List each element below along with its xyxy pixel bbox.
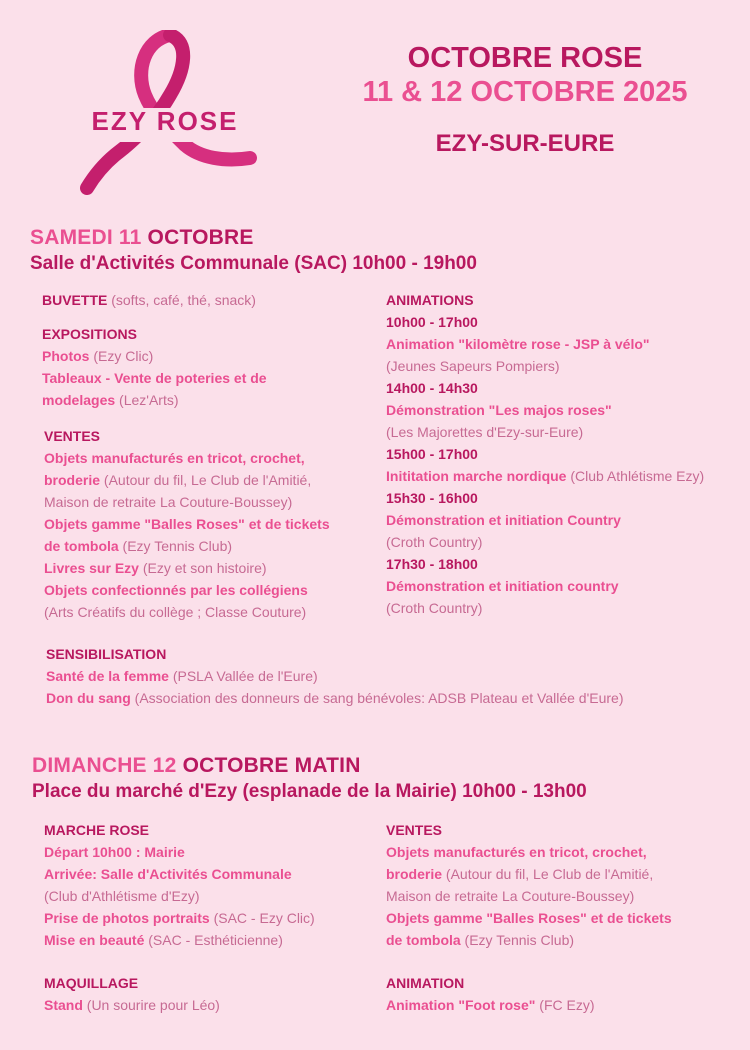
photos-portraits-detail: (SAC - Ezy Clic) [209,910,315,926]
sunday-maquillage [44,972,374,1016]
saturday-title-day: SAMEDI 11 [30,226,142,249]
ventes-livres-detail: (Ezy et son histoire) [138,560,267,576]
maquillage-stand-detail: (Un sourire pour Léo) [82,997,220,1013]
ventes-balles: Objets gamme "Balles Roses" et de tickets [44,516,330,532]
anim-3-time: 15h00 - 17h00 [386,446,478,462]
sunday-ventes-objets-detail-2: Maison de retraite La Couture-Boussey) [386,888,635,904]
sunday-ventes [386,819,746,951]
saturday-venue: Salle d'Activités Communale (SAC) 10h00 - 19h00 [30,253,477,274]
sunday-ventes-broderie: broderie [386,866,443,882]
saturday-animations [386,289,746,619]
ventes-tombola: de tombola [44,538,119,554]
mise-en-beaute-detail: (SAC - Esthéticienne) [144,932,283,948]
expo-modelages: modelages [42,392,116,408]
expo-tableaux-detail: (Lez'Arts) [115,392,179,408]
anim-3-org: (Club Athlétisme Ezy) [566,468,705,484]
anim-1-time: 10h00 - 17h00 [386,314,478,330]
event-dates: 11 & 12 OCTOBRE 2025 [362,76,688,108]
anim-2-title: Démonstration "Les majos roses" [386,402,612,418]
saturday-ventes [44,425,374,623]
sunday-ventes-balles-detail: (Ezy Tennis Club) [460,932,575,948]
expositions-heading: EXPOSITIONS [42,326,137,342]
anim-4-time: 15h30 - 16h00 [386,490,478,506]
sunday-title-month: OCTOBRE MATIN [176,754,361,777]
ventes-balles-detail: (Ezy Tennis Club) [118,538,233,554]
sunday-marche [44,819,374,951]
maquillage-stand: Stand [44,997,83,1013]
ventes-broderie: broderie [44,472,101,488]
sunday-ventes-balles: Objets gamme "Balles Roses" et de tickets [386,910,672,926]
don-du-sang: Don du sang [46,690,131,706]
event-town: EZY-SUR-EURE [435,130,615,157]
buvette-detail: (softs, café, thé, snack) [107,292,256,308]
anim-1-org: (Jeunes Sapeurs Pompiers) [386,358,560,374]
anim-4-org: (Croth Country) [386,534,483,550]
sensibilisation-section [46,643,746,709]
ventes-objets-detail: (Autour du fil, Le Club de l'Amitié, [100,472,312,488]
ventes-objets: Objets manufacturés en tricot, crochet, [44,450,305,466]
anim-2-time: 14h00 - 14h30 [386,380,478,396]
maquillage-heading: MAQUILLAGE [44,975,139,991]
sunday-venue: Place du marché d'Ezy (esplanade de la Mairie) 10h00 - 13h00 [32,781,587,802]
sunday-animation-heading: ANIMATION [386,975,465,991]
sunday-ventes-heading: VENTES [386,822,443,838]
sunday-ventes-objets: Objets manufacturés en tricot, crochet, [386,844,647,860]
buvette-heading: BUVETTE [42,292,108,308]
foot-rose-detail: (FC Ezy) [535,997,595,1013]
sunday-title [32,754,361,778]
ventes-college-detail: (Arts Créatifs du collège ; Classe Couture) [44,604,307,620]
marche-depart: Départ 10h00 : Mairie [44,844,185,860]
sunday-animation [386,972,746,1016]
logo-text: EZY ROSE [91,106,239,136]
saturday-left-column [42,289,372,411]
anim-4-title: Démonstration et initiation Country [386,512,621,528]
photos-portraits: Prise de photos portraits [44,910,210,926]
marche-arrivee-detail: (Club d'Athlétisme d'Ezy) [44,888,200,904]
sante-femme: Santé de la femme [46,668,169,684]
sunday-ventes-tombola: de tombola [386,932,461,948]
ventes-heading: VENTES [44,428,101,444]
expo-photos: Photos [42,348,90,364]
ventes-livres: Livres sur Ezy [44,560,139,576]
ventes-college: Objets confectionnés par les collégiens [44,582,308,598]
anim-2-org: (Les Majorettes d'Ezy-sur-Eure) [386,424,584,440]
expo-photos-detail: (Ezy Clic) [89,348,154,364]
ventes-objets-detail-2: Maison de retraite La Couture-Boussey) [44,494,293,510]
anim-5-time: 17h30 - 18h00 [386,556,478,572]
anim-5-title: Démonstration et initiation country [386,578,619,594]
animations-heading: ANIMATIONS [386,292,474,308]
event-title: OCTOBRE ROSE [407,42,643,74]
sante-femme-detail: (PSLA Vallée de l'Eure) [168,668,318,684]
sensibilisation-heading: SENSIBILISATION [46,646,167,662]
anim-3-title: Inititation marche nordique [386,468,567,484]
expo-tableaux: Tableaux - Vente de poteries et de [42,370,267,386]
foot-rose: Animation "Foot rose" [386,997,536,1013]
marche-arrivee: Arrivée: Salle d'Activités Communale [44,866,292,882]
don-du-sang-detail: (Association des donneurs de sang bénévoles: ADSB Plateau et Vallée d'Eure) [130,690,624,706]
marche-heading: MARCHE ROSE [44,822,150,838]
anim-5-org: (Croth Country) [386,600,483,616]
mise-en-beaute: Mise en beauté [44,932,145,948]
saturday-title-month: OCTOBRE [141,226,254,249]
sunday-ventes-objets-detail: (Autour du fil, Le Club de l'Amitié, [442,866,654,882]
anim-1-title: Animation "kilomètre rose - JSP à vélo" [386,336,650,352]
sunday-title-day: DIMANCHE 12 [32,754,177,777]
saturday-title [30,226,254,250]
